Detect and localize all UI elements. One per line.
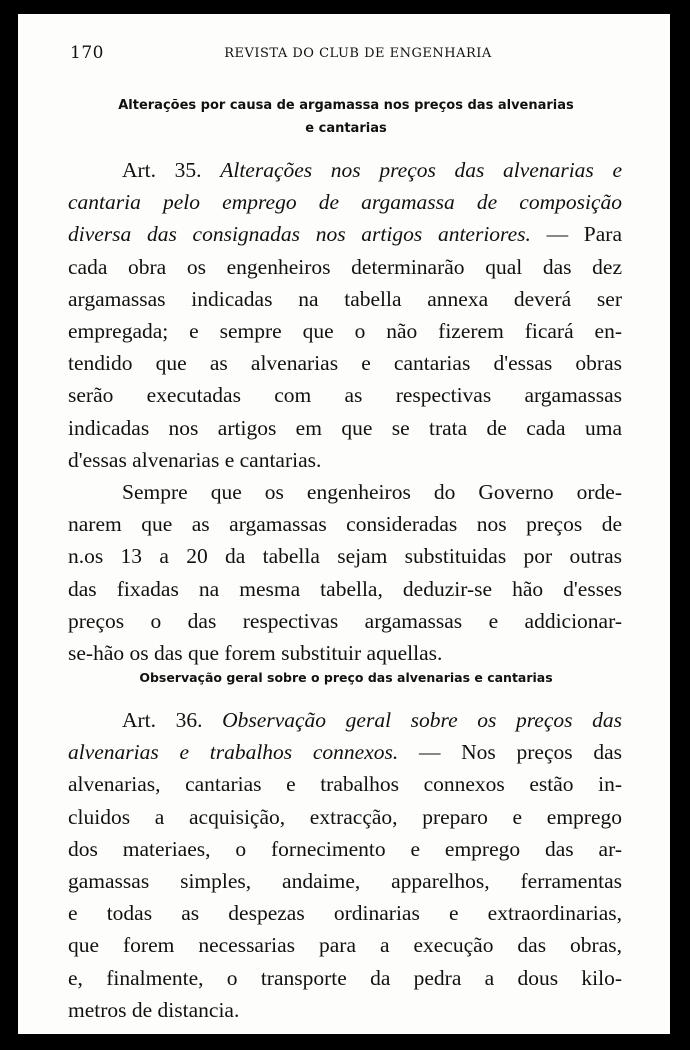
text-line: dos materiaes, o fornecimento e emprego das ar- bbox=[68, 836, 622, 861]
text-line: empregada; e sempre que o não fizerem ficará en- bbox=[68, 319, 622, 344]
text-line: metros de distancia. bbox=[68, 997, 240, 1022]
text-line: narem que as argamassas consideradas nos preços de bbox=[68, 512, 622, 537]
text-line: Art. 36. Observação geral sobre os preços das bbox=[122, 708, 622, 732]
text-line: preços o das respectivas argamassas e addicionar- bbox=[68, 608, 622, 633]
article-36-text bbox=[68, 704, 622, 1026]
text-line: das fixadas na mesma tabella, deduzir-se hão d'esses bbox=[68, 576, 622, 601]
text-line: tendido que as alvenarias e cantarias d'essas obras bbox=[68, 351, 622, 376]
section-heading-1-line-1: Alterações por causa de argamassa nos preços das alvenarias bbox=[118, 98, 574, 113]
article-35-text bbox=[68, 154, 622, 669]
document-page bbox=[18, 14, 670, 1034]
text-line: cada obra os engenheiros determinarão qual das dez bbox=[68, 254, 622, 279]
page-number: 170 bbox=[70, 43, 104, 63]
section-heading-1-line-2: e cantarias bbox=[305, 121, 387, 136]
text-line: diversa das consignadas nos artigos anteriores. — Para bbox=[68, 222, 623, 247]
section-heading-1 bbox=[70, 94, 622, 140]
text-line: argamassas indicadas na tabella annexa deverá ser bbox=[68, 286, 622, 311]
text-line: cluidos a acquisição, extracção, preparo e emprego bbox=[68, 804, 622, 829]
running-title: REVISTA DO CLUB DE ENGENHARIA bbox=[224, 46, 492, 61]
text-line: gamassas simples, andaime, apparelhos, ferramentas bbox=[68, 869, 622, 894]
running-header bbox=[70, 43, 610, 63]
text-line: d'essas alvenarias e cantarias. bbox=[68, 447, 322, 472]
text-line: n.os 13 a 20 da tabella sejam substituidas por outras bbox=[68, 544, 622, 569]
text-line: se-hão os das que forem substituir aquellas. bbox=[68, 641, 443, 666]
text-line: Art. 35. Alterações nos preços das alvenarias e bbox=[122, 158, 622, 182]
text-line: alvenarias, cantarias e trabalhos connexos estão in- bbox=[68, 772, 622, 797]
section-heading-2: Observação geral sobre o preço das alvenarias e cantarias bbox=[139, 670, 553, 685]
text-line: indicadas nos artigos em que se trata de cada uma bbox=[68, 415, 622, 440]
text-line: serão executadas com as respectivas argamassas bbox=[68, 383, 622, 408]
text-line: alvenarias e trabalhos connexos. — Nos preços das bbox=[68, 740, 622, 765]
text-line: Sempre que os engenheiros do Governo orde- bbox=[122, 480, 622, 505]
text-line: e, finalmente, o transporte da pedra a dous kilo- bbox=[68, 965, 622, 990]
text-line: que forem necessarias para a execução das obras, bbox=[68, 933, 622, 958]
text-line: e todas as despezas ordinarias e extraordinarias, bbox=[68, 901, 622, 926]
text-line: cantaria pelo emprego de argamassa de composição bbox=[68, 190, 622, 215]
